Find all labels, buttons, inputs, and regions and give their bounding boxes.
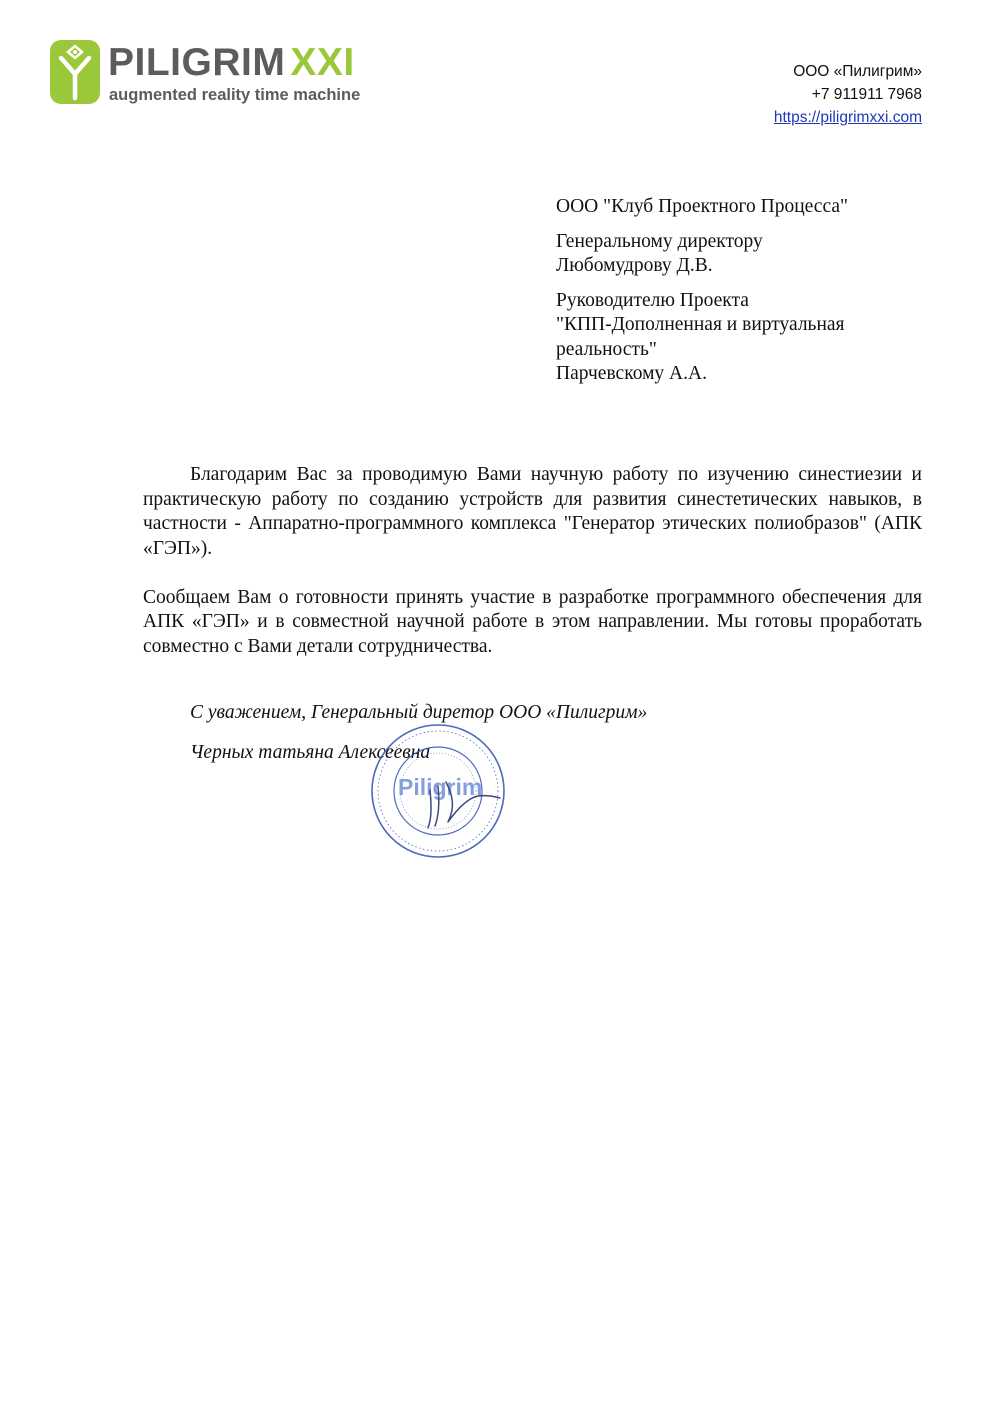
logo-name: PILIGRIM (108, 41, 286, 84)
sender-contacts (774, 60, 922, 129)
letter-body (143, 463, 922, 659)
logo-tagline: augmented reality time machine (109, 86, 361, 104)
company-logo (50, 40, 360, 108)
stamp-text: Piligrim (398, 774, 483, 800)
addressee-director-name: Любомудрову Д.В. (556, 255, 713, 276)
signer-name: Черных татьяна Алексеевна (190, 742, 431, 763)
addressee-lead-title: Руководителю Проекта (556, 289, 749, 311)
recipient-addressee-project-lead (556, 289, 936, 387)
body-paragraph-thanks: Благодарим Вас за проводимую Вами научную работу по изучению синестиезии и практическую работу по созданию устройств для развития синестетических навыков, в частности - Аппаратно-программного комплекса "Генератор этических полиобразов" (АПК «ГЭП»). (143, 464, 922, 559)
addressee-lead-name: Парчевскому А.А. (556, 363, 707, 384)
body-paragraph-proposal: Сообщаем Вам о готовности принять участие в разработке программного обеспечения для АПК «ГЭП» и в совместной научной работе в этом направлении. Мы готовы проработать совместно с Вами детали сотрудничества. (143, 586, 922, 657)
addressee-director-title: Генеральному директору (556, 230, 763, 252)
recipient-organization: ООО "Клуб Проектного Процесса" (556, 196, 848, 217)
sender-website-link[interactable]: https://piligrimxxi.com (773, 109, 922, 126)
logo-wordmark (108, 42, 355, 84)
recipient-block (556, 195, 936, 397)
logo-suffix: XXI (290, 41, 355, 84)
sender-phone: +7 911911 7968 (811, 86, 922, 103)
addressee-lead-project-line-2: реальность" (556, 338, 657, 360)
piligrim-logo-icon (50, 40, 100, 104)
addressee-lead-project-line-1: "КПП-Дополненная и виртуальная (556, 314, 845, 335)
company-stamp-icon (368, 720, 518, 862)
closing-line: С уважением, Генеральный диретор ООО «Пилигрим» (190, 702, 648, 723)
sender-company: ООО «Пилигрим» (793, 63, 922, 80)
recipient-addressee-director (556, 230, 936, 279)
